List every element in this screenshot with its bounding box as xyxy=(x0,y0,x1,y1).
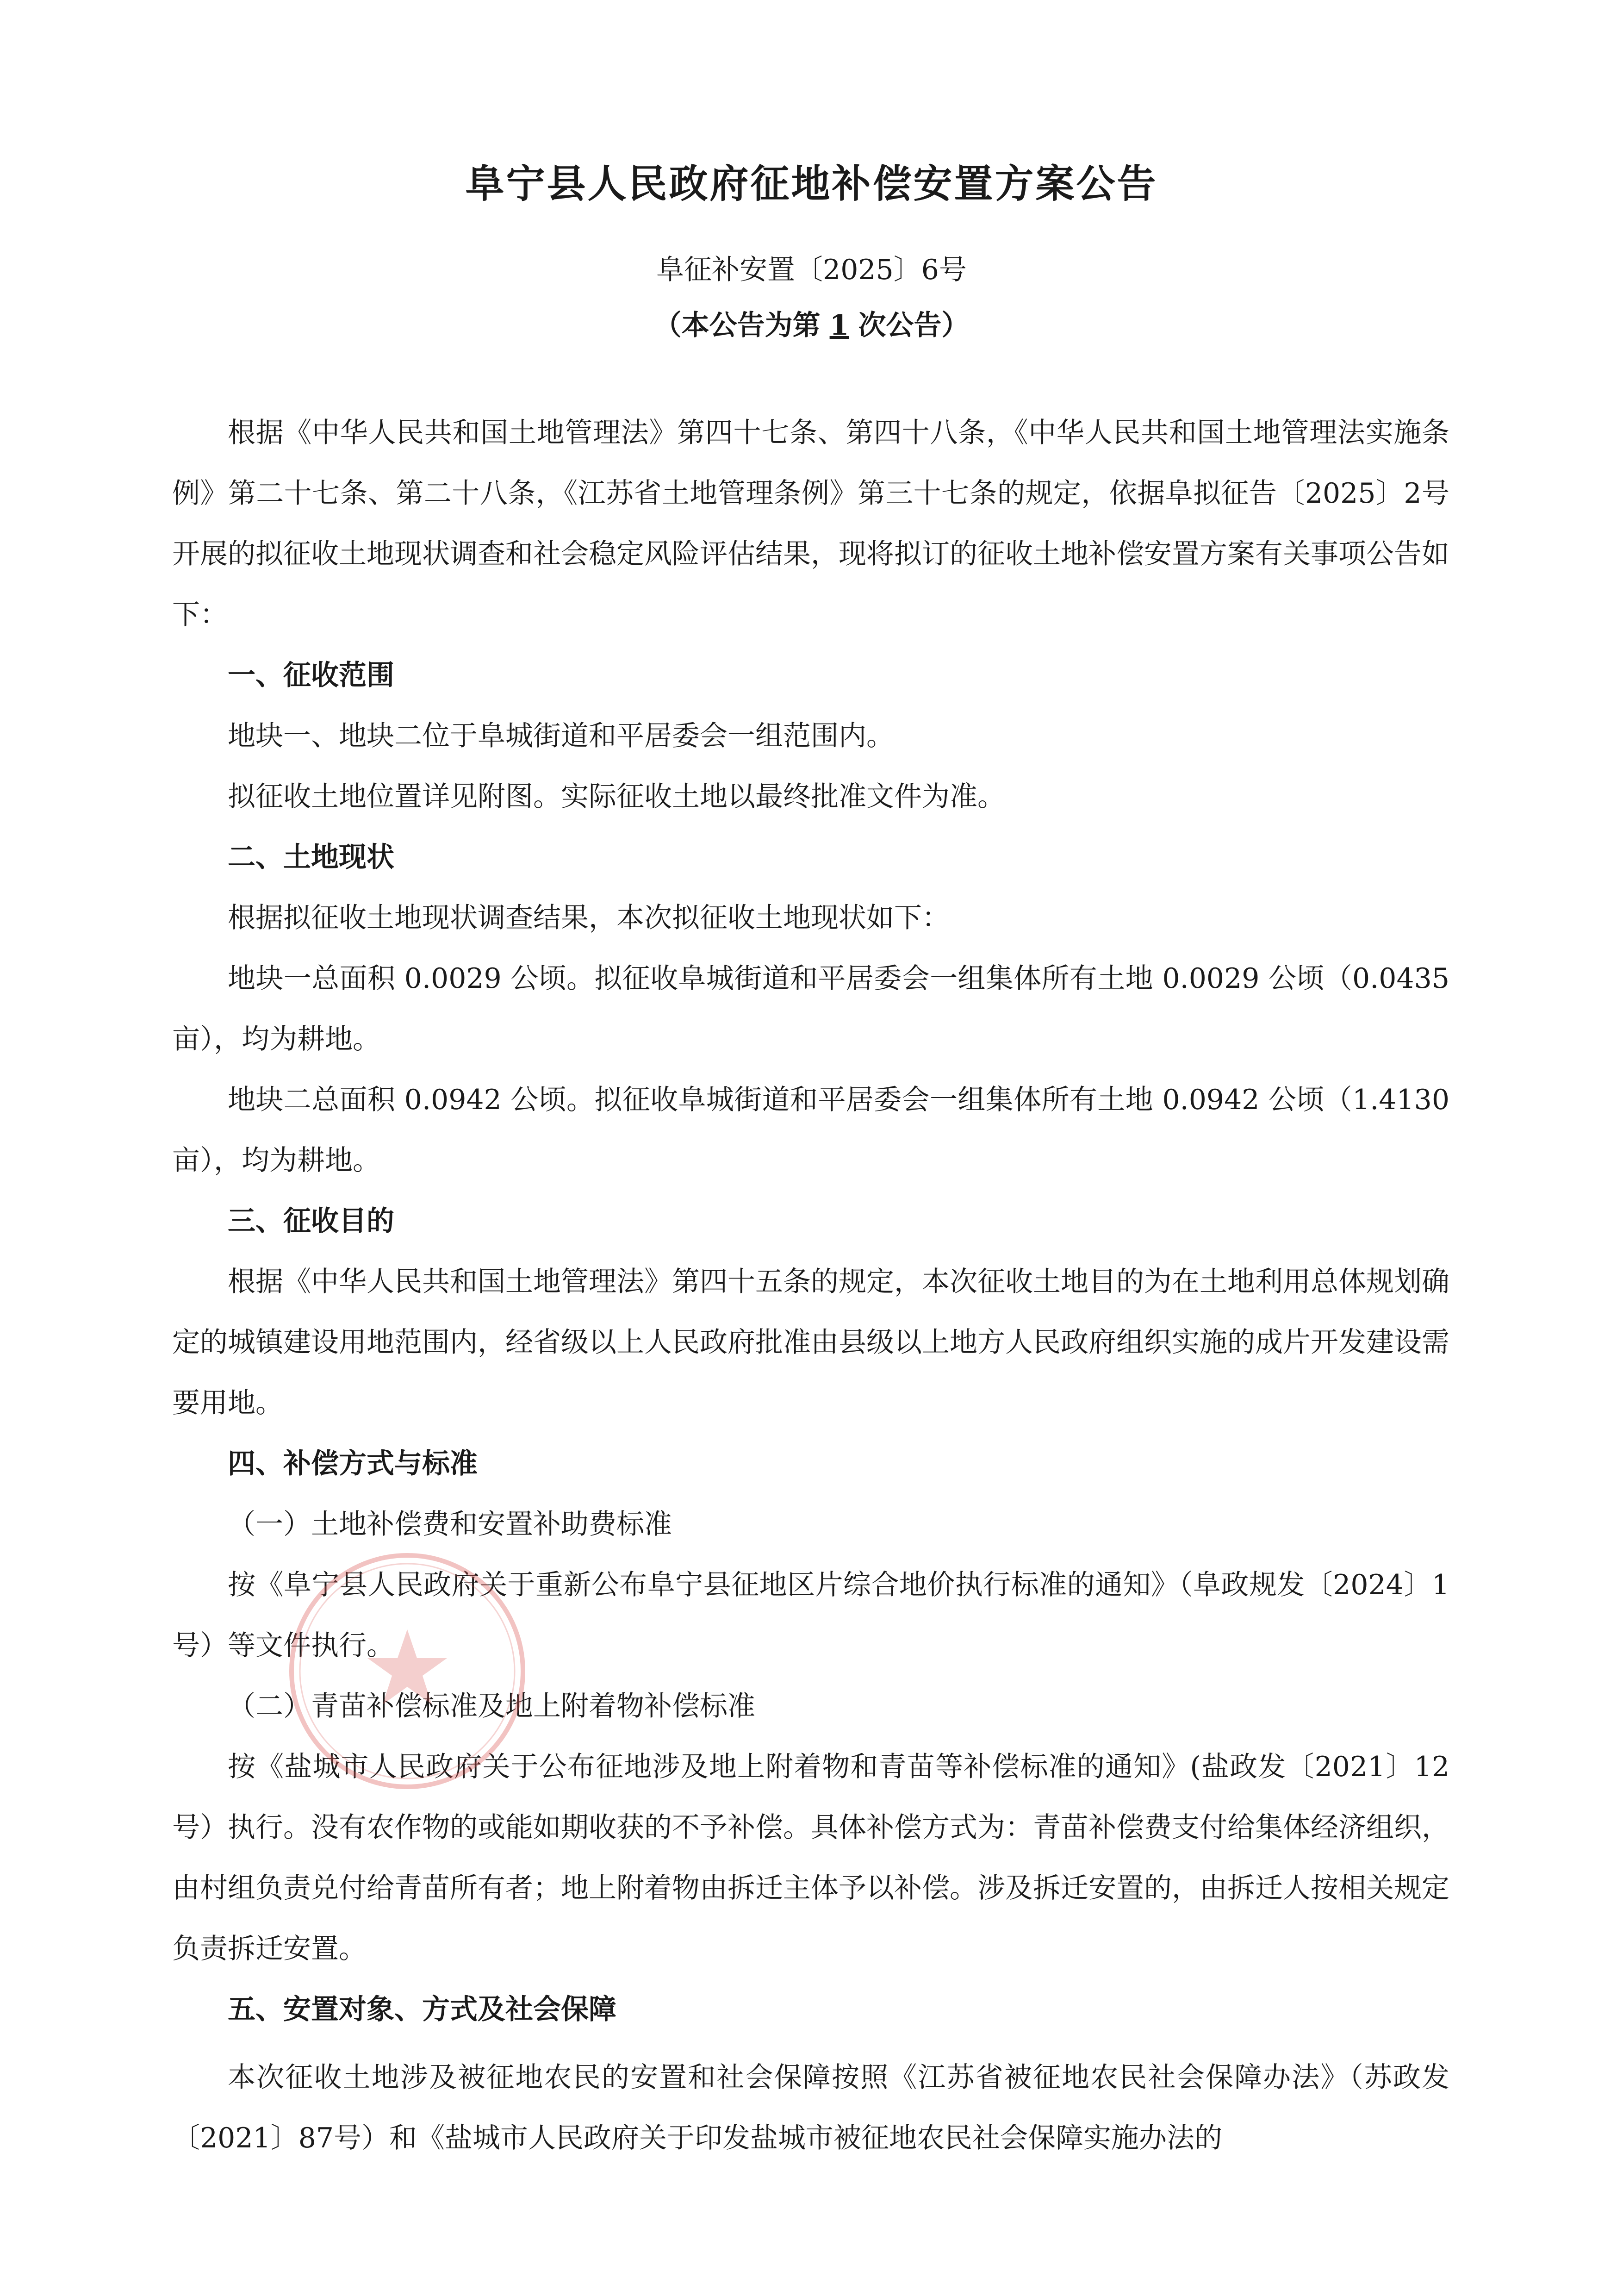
paragraph-resettlement: 本次征收土地涉及被征地农民的安置和社会保障按照《江苏省被征地农民社会保障办法》（苏政发〔2021〕87号）和《盐城市人民政府关于印发盐城市被征地农民社会保障实施办法的 xyxy=(172,2061,1449,2154)
document-number: 阜征补安置〔2025〕6号 xyxy=(656,254,967,286)
paragraph-purpose: 根据《中华人民共和国土地管理法》第四十五条的规定，本次征收土地目的为在土地利用总体规划确定的城镇建设用地范围内，经省级以上人民政府批准由县级以上地方人民政府组织实施的成片开发建设需要用地。 xyxy=(172,1266,1449,1419)
section-heading-purpose: 三、征收目的 xyxy=(228,1205,394,1237)
paragraph-crop-compensation: 按《盐城市人民政府关于公布征地涉及地上附着物和青苗等补偿标准的通知》(盐政发〔2021〕12号）执行。没有农作物的或能如期收获的不予补偿。具体补偿方式为：青苗补偿费支付给集体经济组织，由村组负责兑付给青苗所有者；地上附着物由拆迁主体予以补偿。涉及拆迁安置的，由拆迁人按相关规定负责拆迁安置。 xyxy=(172,1751,1449,1965)
section-heading-land-status: 二、土地现状 xyxy=(228,841,394,873)
section-heading-scope: 一、征收范围 xyxy=(228,659,394,692)
notice-count-line xyxy=(0,303,1623,343)
paragraph-plot-one: 地块一总面积 0.0029 公顷。拟征收阜城街道和平居委会一组集体所有土地 0.0029 公顷（0.0435 亩），均为耕地。 xyxy=(172,962,1449,1055)
document-title: 阜宁县人民政府征地补偿安置方案公告 xyxy=(465,161,1158,206)
paragraph-land-status-intro: 根据拟征收土地现状调查结果，本次拟征收土地现状如下： xyxy=(228,902,950,934)
paragraph-plot-two: 地块二总面积 0.0942 公顷。拟征收阜城街道和平居委会一组集体所有土地 0.0942 公顷（1.4130 亩），均为耕地。 xyxy=(172,1084,1449,1177)
subheading-land-compensation: （一）土地补偿费和安置补助费标准 xyxy=(228,1508,672,1541)
section-heading-compensation: 四、补偿方式与标准 xyxy=(228,1447,478,1480)
paragraph-intro: 根据《中华人民共和国土地管理法》第四十七条、第四十八条，《中华人民共和国土地管理法实施条例》第二十七条、第二十八条，《江苏省土地管理条例》第三十七条的规定，依据阜拟征告〔2025〕2号开展的拟征收土地现状调查和社会稳定风险评估结果，现将拟订的征收土地补偿安置方案有关事项公告如下： xyxy=(172,417,1449,631)
notice-count: 1 xyxy=(829,309,849,342)
paragraph-scope-map: 拟征收土地位置详见附图。实际征收土地以最终批准文件为准。 xyxy=(228,780,1005,813)
section-heading-resettlement: 五、安置对象、方式及社会保障 xyxy=(228,1993,616,2026)
subheading-crop-compensation: （二）青苗补偿标准及地上附着物补偿标准 xyxy=(228,1690,755,1722)
notice-prefix: （本公告为第 xyxy=(653,309,821,342)
paragraph-scope-location: 地块一、地块二位于阜城街道和平居委会一组范围内。 xyxy=(228,720,894,752)
notice-suffix: 次公告） xyxy=(858,309,970,342)
document-body xyxy=(172,403,1449,2169)
paragraph-land-compensation: 按《阜宁县人民政府关于重新公布阜宁县征地区片综合地价执行标准的通知》（阜政规发〔2024〕1号）等文件执行。 xyxy=(172,1569,1449,1662)
